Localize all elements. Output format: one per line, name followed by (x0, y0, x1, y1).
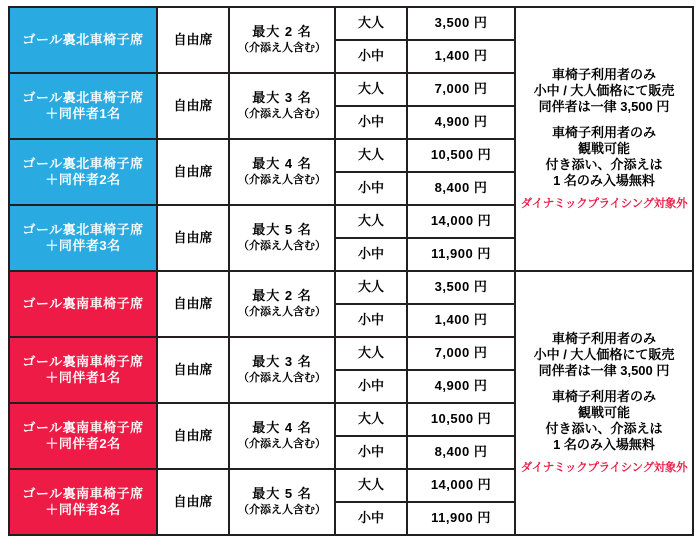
seat-name-cell (9, 403, 157, 469)
table-row (9, 7, 693, 40)
age-category-cell: 小中 (335, 106, 407, 139)
seat-name-cell (9, 271, 157, 337)
age-category-cell: 小中 (335, 370, 407, 403)
capacity-cell (229, 7, 335, 73)
ticket-type-cell: 自由席 (157, 271, 229, 337)
note-line-1: 車椅子利用者のみ (551, 66, 656, 82)
seat-name-line1: ゴール裏北車椅子席 (22, 221, 144, 237)
seat-name-line2: ＋同伴者1名 (45, 370, 121, 385)
note-cell (515, 7, 693, 271)
note-line-3: 同伴者は一律 3,500 円 (538, 363, 670, 379)
seat-name-line2: ＋同伴者2名 (45, 172, 121, 187)
note-spacer (516, 380, 692, 389)
price-cell: 7,000 円 (407, 337, 515, 370)
ticket-type-cell: 自由席 (157, 469, 229, 535)
note-spacer (516, 116, 692, 125)
ticket-type-cell: 自由席 (157, 7, 229, 73)
capacity-sub: （介添え人含む） (238, 306, 326, 319)
note-line-4: 車椅子利用者のみ (551, 388, 656, 404)
dynamic-pricing-note: ダイナミックプライシング対象外 (520, 197, 688, 210)
capacity-main: 最大 2 名 (252, 24, 312, 39)
capacity-sub: （介添え人含む） (238, 438, 326, 451)
dynamic-pricing-note: ダイナミックプライシング対象外 (520, 461, 688, 474)
age-category-cell: 大人 (335, 337, 407, 370)
note-line-7: 1 名のみ入場無料 (553, 437, 655, 453)
price-cell: 8,400 円 (407, 436, 515, 469)
capacity-main: 最大 4 名 (252, 156, 312, 171)
seat-name-line1: ゴール裏北車椅子席 (22, 155, 144, 171)
price-cell: 11,900 円 (407, 238, 515, 271)
note-line-4: 車椅子利用者のみ (551, 124, 656, 140)
seat-name-cell (9, 139, 157, 205)
capacity-main: 最大 4 名 (252, 420, 312, 435)
capacity-main: 最大 2 名 (252, 288, 312, 303)
capacity-main: 最大 5 名 (252, 222, 312, 237)
capacity-sub: （介添え人含む） (238, 42, 326, 55)
capacity-cell (229, 337, 335, 403)
price-cell: 14,000 円 (407, 205, 515, 238)
seat-name-line1: ゴール裏北車椅子席 (22, 89, 144, 105)
seat-name-cell (9, 469, 157, 535)
seat-name-cell (9, 73, 157, 139)
capacity-sub: （介添え人含む） (238, 372, 326, 385)
ticket-type-cell: 自由席 (157, 403, 229, 469)
seat-name-line1: ゴール裏南車椅子席 (22, 485, 144, 501)
age-category-cell: 小中 (335, 238, 407, 271)
capacity-cell (229, 205, 335, 271)
capacity-main: 最大 3 名 (252, 354, 312, 369)
note-line-6: 付き添い、介添えは (545, 157, 663, 173)
note-line-3: 同伴者は一律 3,500 円 (538, 99, 670, 115)
note-line-7: 1 名のみ入場無料 (553, 173, 655, 189)
capacity-cell (229, 403, 335, 469)
age-category-cell: 小中 (335, 436, 407, 469)
capacity-sub: （介添え人含む） (238, 174, 326, 187)
age-category-cell: 小中 (335, 172, 407, 205)
seat-name-cell (9, 205, 157, 271)
note-cell (515, 271, 693, 535)
age-category-cell: 大人 (335, 403, 407, 436)
note-line-1: 車椅子利用者のみ (551, 330, 656, 346)
age-category-cell: 大人 (335, 73, 407, 106)
seat-name-line2: ＋同伴者3名 (45, 238, 121, 253)
ticket-type-cell: 自由席 (157, 139, 229, 205)
seat-name-line1: ゴール裏南車椅子席 (22, 353, 144, 369)
price-cell: 4,900 円 (407, 106, 515, 139)
capacity-main: 最大 3 名 (252, 90, 312, 105)
note-line-6: 付き添い、介添えは (545, 421, 663, 437)
capacity-main: 最大 5 名 (252, 486, 312, 501)
capacity-cell (229, 469, 335, 535)
seat-name-line1: ゴール裏南車椅子席 (22, 295, 144, 311)
age-category-cell: 大人 (335, 7, 407, 40)
age-category-cell: 小中 (335, 304, 407, 337)
age-category-cell: 大人 (335, 469, 407, 502)
ticket-type-cell: 自由席 (157, 205, 229, 271)
note-line-2: 小中 / 大人価格にて販売 (533, 83, 675, 99)
price-cell: 8,400 円 (407, 172, 515, 205)
price-cell: 3,500 円 (407, 271, 515, 304)
price-cell: 10,500 円 (407, 403, 515, 436)
note-line-5: 観戦可能 (577, 404, 630, 420)
seat-name-line1: ゴール裏北車椅子席 (22, 31, 144, 47)
capacity-cell (229, 73, 335, 139)
price-cell: 4,900 円 (407, 370, 515, 403)
price-cell: 14,000 円 (407, 469, 515, 502)
price-cell: 7,000 円 (407, 73, 515, 106)
price-cell: 1,400 円 (407, 40, 515, 73)
seat-name-line2: ＋同伴者3名 (45, 502, 121, 517)
age-category-cell: 大人 (335, 205, 407, 238)
seat-name-line2: ＋同伴者2名 (45, 436, 121, 451)
seat-name-line2: ＋同伴者1名 (45, 106, 121, 121)
age-category-cell: 大人 (335, 271, 407, 304)
capacity-cell (229, 139, 335, 205)
capacity-sub: （介添え人含む） (238, 504, 326, 517)
note-line-5: 観戦可能 (577, 140, 630, 156)
wheelchair-seat-price-table (8, 6, 694, 536)
price-cell: 11,900 円 (407, 502, 515, 535)
table-row (9, 271, 693, 304)
price-cell: 10,500 円 (407, 139, 515, 172)
price-cell: 3,500 円 (407, 7, 515, 40)
price-cell: 1,400 円 (407, 304, 515, 337)
seat-name-line1: ゴール裏南車椅子席 (22, 419, 144, 435)
ticket-type-cell: 自由席 (157, 73, 229, 139)
capacity-cell (229, 271, 335, 337)
capacity-sub: （介添え人含む） (238, 108, 326, 121)
seat-name-cell (9, 7, 157, 73)
age-category-cell: 小中 (335, 502, 407, 535)
age-category-cell: 大人 (335, 139, 407, 172)
ticket-type-cell: 自由席 (157, 337, 229, 403)
age-category-cell: 小中 (335, 40, 407, 73)
seat-name-cell (9, 337, 157, 403)
capacity-sub: （介添え人含む） (238, 240, 326, 253)
note-line-2: 小中 / 大人価格にて販売 (533, 347, 675, 363)
